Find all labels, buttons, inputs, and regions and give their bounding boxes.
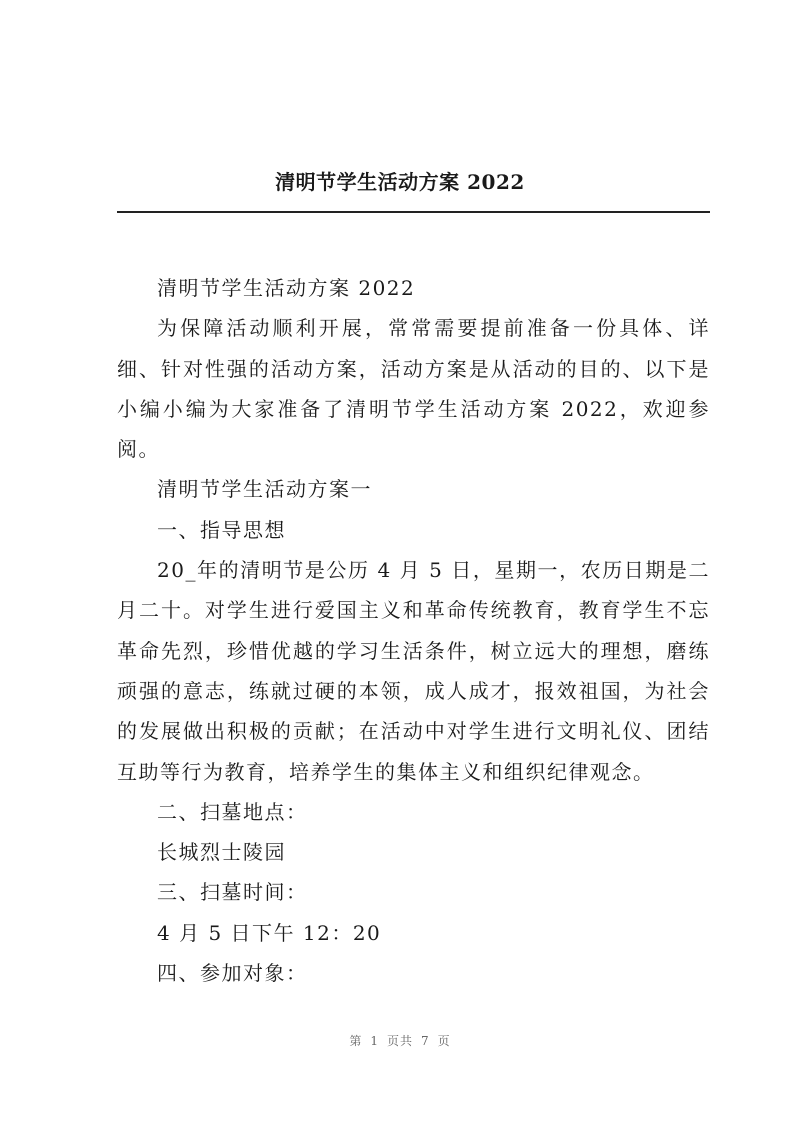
footer-middle: 页共 [386, 1034, 413, 1048]
footer-suffix: 页 [437, 1034, 451, 1048]
section-time: 三、扫墓时间： [157, 880, 308, 905]
paragraph-time: 4 月 5 日下午 12：20 [157, 920, 382, 945]
page-title: 清明节学生活动方案 2022 [275, 170, 525, 194]
footer-page-number: 1 [370, 1034, 379, 1048]
title-divider [117, 211, 710, 213]
paragraph-location: 长城烈士陵园 [157, 840, 286, 865]
footer-prefix: 第 [349, 1034, 363, 1048]
paragraph-guiding-text: 20_年的清明节是公历 4 月 5 日，星期一，农历日期是二月二十。对学生进行爱国主义和革命传统教育，教育学生不忘革命先烈，珍惜优越的学习生活条件，树立远大的理想，磨练顽强的意志，练就过硬的本领，成人成才，报效祖国，为社会的发展做出积极的贡献；在活动中对学生进行文明礼仪、团结互助等行为教育，培养学生的集体主义和组织纪律观念。 [117, 558, 710, 784]
section-participants: 四、参加对象： [157, 961, 308, 986]
page-footer [0, 1032, 800, 1049]
document-body [117, 268, 710, 993]
section-location: 二、扫墓地点： [157, 799, 308, 824]
paragraph-intro: 为保障活动顺利开展，常常需要提前准备一份具体、详细、针对性强的活动方案，活动方案是从活动的目的、以下是小编小编为大家准备了清明节学生活动方案 2022，欢迎参阅。 [117, 316, 710, 462]
section-guiding-idea: 一、指导思想 [157, 517, 286, 542]
paragraph-plan-one: 清明节学生活动方案一 [157, 477, 372, 502]
paragraph-heading: 清明节学生活动方案 2022 [157, 276, 416, 300]
footer-total-pages: 7 [421, 1034, 430, 1048]
